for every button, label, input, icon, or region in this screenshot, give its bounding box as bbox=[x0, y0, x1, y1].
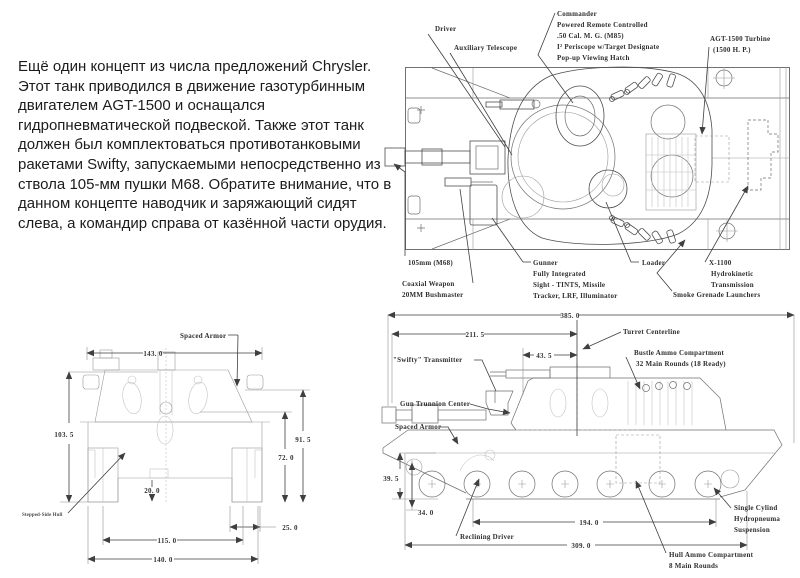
dim-43-5: 43. 5 bbox=[536, 352, 552, 360]
label-gunner-1: Gunner bbox=[533, 259, 558, 267]
top-view-turret bbox=[470, 67, 712, 244]
dim-385: 385. 0 bbox=[560, 312, 580, 320]
description-paragraph: Ещё один концепт из числа предложений Chrysler. Этот танк приводился в движение газотурбинным двигателем AGT-1500 и оснащался гидропневматической подвеской. Также этот танк должен был комплектоваться противотанковыми ракетами Swifty, запускаемыми непосредственно из ствола 105-мм пушки М68. Обратите внимание, что в данном концепте наводчик и заряжающий сидят слева, а командир справа от казённой части орудия. bbox=[18, 58, 392, 232]
dim-34: 34. 0 bbox=[418, 509, 434, 517]
label-spaced-armor-side: Spaced Armor bbox=[395, 423, 442, 431]
dim-20: 20. 0 bbox=[144, 487, 160, 495]
dim-115: 115. 0 bbox=[157, 537, 177, 545]
label-gun: 105mm (M68) bbox=[408, 259, 453, 267]
label-transmission-3: Transmission bbox=[711, 281, 754, 289]
label-transmission-2: Hydrokinetic bbox=[711, 270, 754, 278]
front-view-dimensions bbox=[60, 347, 310, 564]
label-commander-2: Powered Remote Controlled bbox=[557, 21, 648, 29]
front-view-drawing bbox=[0, 320, 335, 578]
top-view-gun bbox=[385, 141, 505, 186]
label-reclining-driver: Reclining Driver bbox=[460, 533, 514, 541]
dim-39-5: 39. 5 bbox=[383, 475, 399, 483]
label-turret-centerline: Turret Centerline bbox=[623, 328, 680, 336]
dim-140: 140. 0 bbox=[153, 556, 173, 564]
dim-103-5: 103. 5 bbox=[54, 431, 74, 439]
side-view-drawing bbox=[378, 303, 800, 578]
label-bustle-1: Bustle Ammo Compartment bbox=[634, 349, 725, 357]
label-commander-3: .50 Cal. M. G. (M85) bbox=[557, 32, 624, 40]
dim-72: 72. 0 bbox=[278, 454, 294, 462]
side-view-tank bbox=[382, 363, 782, 499]
label-stepped-side-hull: Stepped-Side Hull bbox=[22, 513, 63, 518]
label-coax-2: 20MM Bushmaster bbox=[402, 291, 464, 299]
label-suspension-3: Suspension bbox=[734, 526, 770, 534]
label-smoke: Smoke Grenade Launchers bbox=[673, 291, 761, 299]
dim-91-5: 91. 5 bbox=[295, 436, 311, 444]
label-driver: Driver bbox=[435, 25, 457, 33]
label-commander-4: I² Periscope w/Target Designate bbox=[557, 43, 660, 51]
label-swifty: "Swifty" Transmitter bbox=[393, 356, 463, 364]
dim-25: 25. 0 bbox=[282, 524, 298, 532]
dim-309: 309. 0 bbox=[571, 542, 591, 550]
label-hull-ammo-1: Hull Ammo Compartment bbox=[669, 551, 754, 559]
label-suspension-1: Single Cylind bbox=[734, 504, 778, 512]
top-view-hull bbox=[405, 67, 790, 250]
front-view-tank bbox=[80, 348, 270, 502]
dim-211-5: 211. 5 bbox=[465, 331, 485, 339]
label-transmission-1: X-1100 bbox=[709, 259, 732, 267]
label-commander-5: Pop-up Viewing Hatch bbox=[557, 54, 630, 62]
label-turbine-1: AGT-1500 Turbine bbox=[710, 35, 771, 43]
label-gunner-4: Tracker, LRF, Illuminator bbox=[533, 292, 618, 300]
dim-194: 194. 0 bbox=[579, 519, 599, 527]
label-turbine-2: (1500 H. P.) bbox=[713, 46, 751, 54]
label-bustle-2: 32 Main Rounds (18 Ready) bbox=[636, 360, 726, 368]
label-gunner-2: Fully Integrated bbox=[533, 270, 586, 278]
label-loader: Loader bbox=[642, 259, 666, 267]
dim-143: 143. 0 bbox=[143, 350, 163, 358]
label-coax-1: Coaxial Weapon bbox=[402, 280, 455, 288]
label-suspension-2: Hydropneuma bbox=[734, 515, 781, 523]
label-trunnion: Gun Trunnion Center bbox=[400, 400, 471, 408]
label-commander-1: Commander bbox=[557, 10, 597, 18]
label-spaced-armor-front: Spaced Armor bbox=[180, 332, 227, 340]
label-hull-ammo-2: 8 Main Rounds bbox=[669, 562, 719, 570]
top-view-drawing bbox=[380, 0, 800, 306]
label-aux-telescope: Auxiliary Telescope bbox=[454, 44, 518, 52]
label-gunner-3: Sight - TINTS, Missile bbox=[533, 281, 606, 289]
